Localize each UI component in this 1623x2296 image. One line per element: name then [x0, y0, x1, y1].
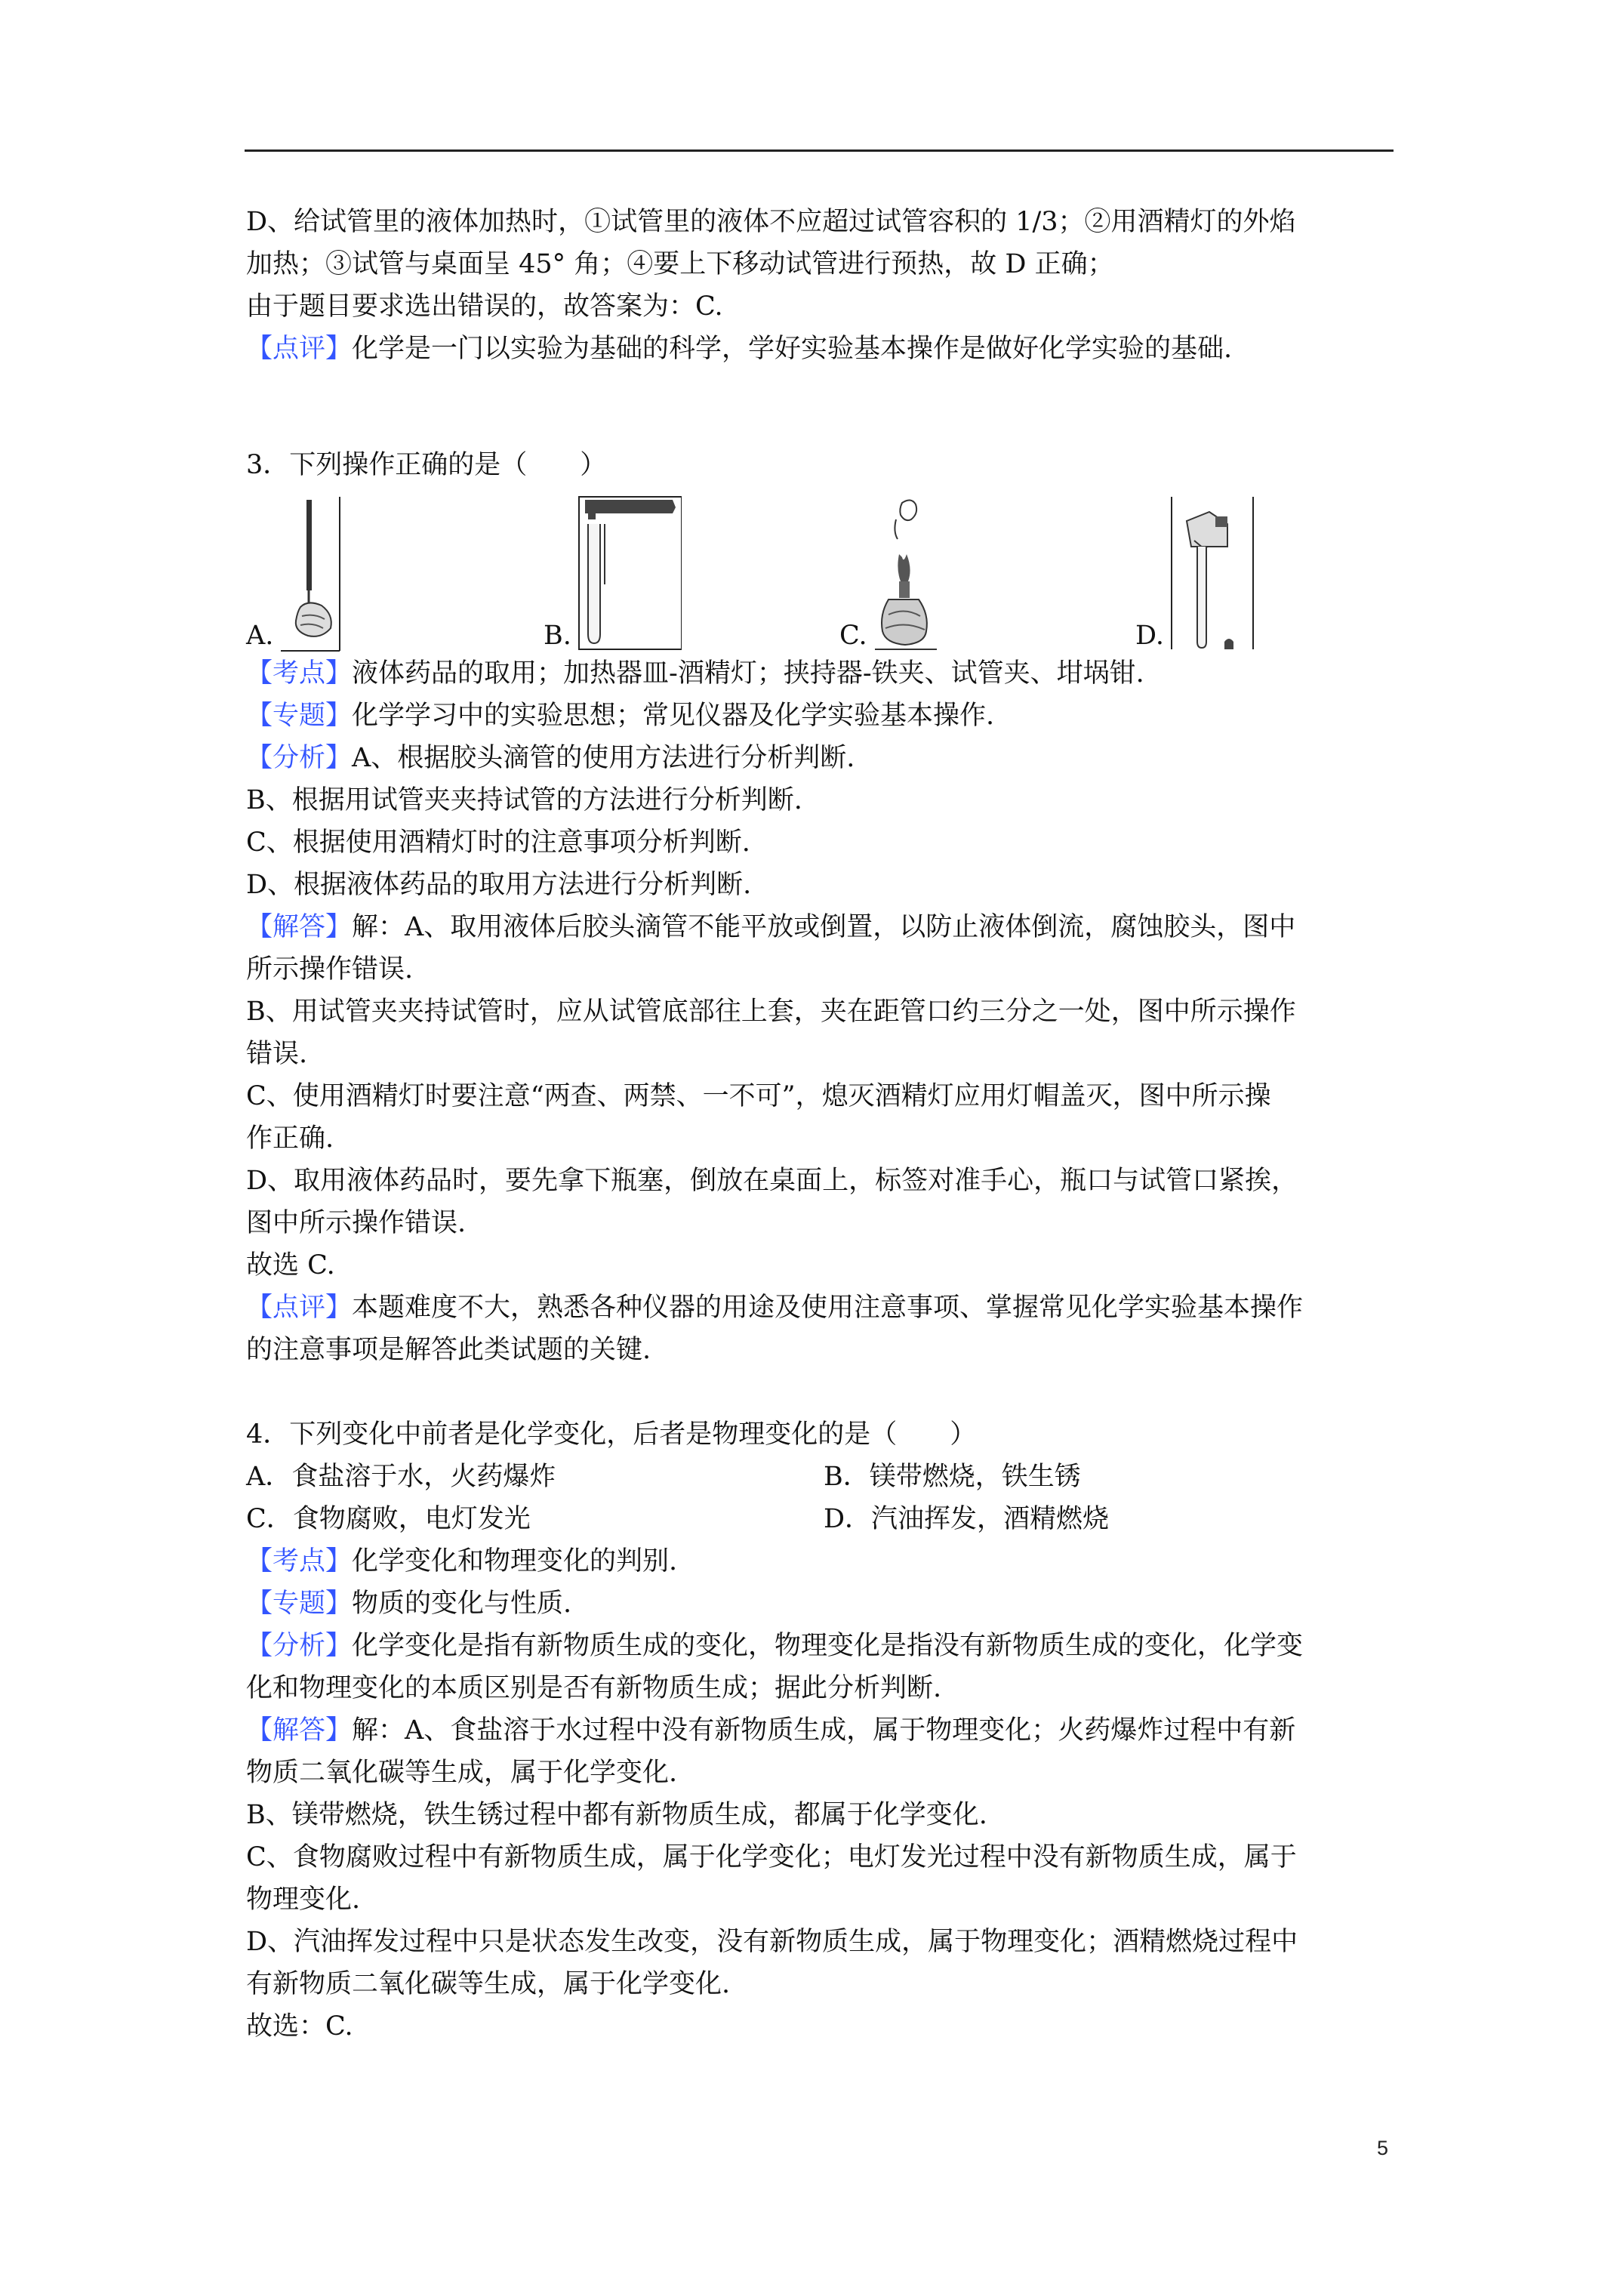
kaodian-tag: 【考点】 [246, 658, 353, 689]
text-line: 由于题目要求选出错误的，故答案为：C. [246, 291, 723, 322]
figure-options-row [246, 488, 1394, 652]
jieda-line [246, 906, 1394, 948]
text-line: 故选 C. [246, 1250, 335, 1281]
text-line: C、根据使用酒精灯时的注意事项分析判断. [246, 827, 750, 858]
question-stem: 3．下列操作正确的是（ ） [246, 450, 607, 480]
options-row [246, 1498, 1394, 1540]
pouring-liquid-figure-icon [1169, 494, 1259, 652]
option-c[interactable]: C．食物腐败，电灯发光 [246, 1504, 531, 1534]
option-d[interactable]: D．汽油挥发，酒精燃烧 [824, 1504, 1110, 1534]
option-label: D. [1135, 621, 1164, 651]
text-line: 有新物质二氧化碳等生成，属于化学变化. [246, 1969, 731, 1999]
option-c[interactable] [839, 494, 1135, 652]
kaodian-line [246, 652, 1394, 695]
zhuanti-line [246, 695, 1394, 737]
page-content [246, 201, 1394, 2048]
option-label: A. [246, 621, 274, 651]
text-line: B、用试管夹夹持试管时，应从试管底部往上套，夹在距管口约三分之一处，图中所示操作 [246, 997, 1296, 1027]
text-line: 的注意事项是解答此类试题的关键. [246, 1335, 651, 1365]
text-line: B、根据用试管夹夹持试管的方法进行分析判断. [246, 785, 802, 815]
dianping-line [246, 1287, 1394, 1329]
text-line: 所示操作错误. [246, 954, 414, 985]
text-line: 图中所示操作错误. [246, 1208, 467, 1238]
jieda-line [246, 1709, 1394, 1752]
text-line: C、食物腐败过程中有新物质生成，属于化学变化；电灯发光过程中没有新物质生成，属于 [246, 1842, 1297, 1872]
option-a[interactable] [246, 494, 544, 652]
option-label: B. [544, 621, 571, 651]
page-number: 5 [1377, 2137, 1389, 2159]
zhuanti-text: 物质的变化与性质. [352, 1589, 572, 1619]
alcohol-lamp-figure-icon [872, 494, 940, 652]
zhuanti-tag: 【专题】 [246, 1589, 353, 1619]
review-tag: 【点评】 [246, 334, 353, 364]
jieda-tag: 【解答】 [246, 912, 353, 942]
option-a[interactable]: A．食盐溶于水，火药爆炸 [246, 1462, 556, 1492]
zhuanti-tag: 【专题】 [246, 701, 353, 731]
fenxi-tag: 【分析】 [246, 1631, 353, 1661]
option-b[interactable]: B．镁带燃烧，铁生锈 [824, 1462, 1081, 1492]
fenxi-tag: 【分析】 [246, 743, 353, 773]
text-line: C、使用酒精灯时要注意“两查、两禁、一不可”，熄灭酒精灯应用灯帽盖灭，图中所示操 [246, 1081, 1271, 1111]
text-line: 作正确. [246, 1123, 334, 1154]
jieda-text: 解：A、取用液体后胶头滴管不能平放或倒置，以防止液体倒流，腐蚀胶头，图中 [352, 912, 1296, 942]
jieda-tag: 【解答】 [246, 1715, 353, 1746]
text-line: D、根据液体药品的取用方法进行分析判断. [246, 870, 752, 900]
text-line: 故选：C. [246, 2011, 353, 2042]
fenxi-text: 化学变化是指有新物质生成的变化，物理变化是指没有新物质生成的变化，化学变 [352, 1631, 1304, 1661]
text-line: D、汽油挥发过程中只是状态发生改变，没有新物质生成，属于物理变化；酒精燃烧过程中 [246, 1927, 1298, 1957]
kaodian-line [246, 1540, 1394, 1583]
kaodian-tag: 【考点】 [246, 1546, 353, 1576]
test-tube-holder-figure-icon [576, 494, 682, 652]
option-b[interactable] [544, 494, 839, 652]
text-line: D、给试管里的液体加热时，①试管里的液体不应超过试管容积的 1/3；②用酒精灯的外焰 [246, 207, 1296, 237]
fenxi-text: A、根据胶头滴管的使用方法进行分析判断. [352, 743, 855, 773]
zhuanti-text: 化学学习中的实验思想；常见仪器及化学实验基本操作. [352, 701, 995, 731]
text-line: 化和物理变化的本质区别是否有新物质生成；据此分析判断. [246, 1673, 942, 1703]
dropper-figure-icon [278, 494, 361, 652]
jieda-text: 解：A、食盐溶于水过程中没有新物质生成，属于物理变化；火药爆炸过程中有新 [352, 1715, 1296, 1746]
fenxi-line [246, 737, 1394, 779]
fenxi-line [246, 1625, 1394, 1667]
question-stem: 4．下列变化中前者是化学变化，后者是物理变化的是（ ） [246, 1419, 977, 1450]
text-line: 物质二氧化碳等生成，属于化学变化. [246, 1758, 678, 1788]
options-row [246, 1456, 1394, 1498]
review-text: 化学是一门以实验为基础的科学，学好实验基本操作是做好化学实验的基础. [352, 334, 1233, 364]
kaodian-text: 化学变化和物理变化的判别. [352, 1546, 678, 1576]
kaodian-text: 液体药品的取用；加热器皿-酒精灯；挟持器-铁夹、试管夹、坩埚钳. [352, 658, 1144, 689]
zhuanti-line [246, 1583, 1394, 1625]
option-label: C. [839, 621, 867, 651]
review-line [246, 328, 1394, 370]
text-line: 错误. [246, 1039, 308, 1069]
text-line: B、镁带燃烧，铁生锈过程中都有新物质生成，都属于化学变化. [246, 1800, 987, 1830]
text-line: 加热；③试管与桌面呈 45° 角；④要上下移动试管进行预热，故 D 正确； [246, 249, 1114, 279]
dianping-text: 本题难度不大，熟悉各种仪器的用途及使用注意事项、掌握常见化学实验基本操作 [352, 1293, 1304, 1323]
option-d[interactable] [1135, 494, 1362, 652]
text-line: 物理变化. [246, 1885, 361, 1915]
text-line: D、取用液体药品时，要先拿下瓶塞，倒放在桌面上，标签对准手心，瓶口与试管口紧挨， [246, 1166, 1298, 1196]
dianping-tag: 【点评】 [246, 1293, 353, 1323]
header-rule [245, 149, 1394, 152]
